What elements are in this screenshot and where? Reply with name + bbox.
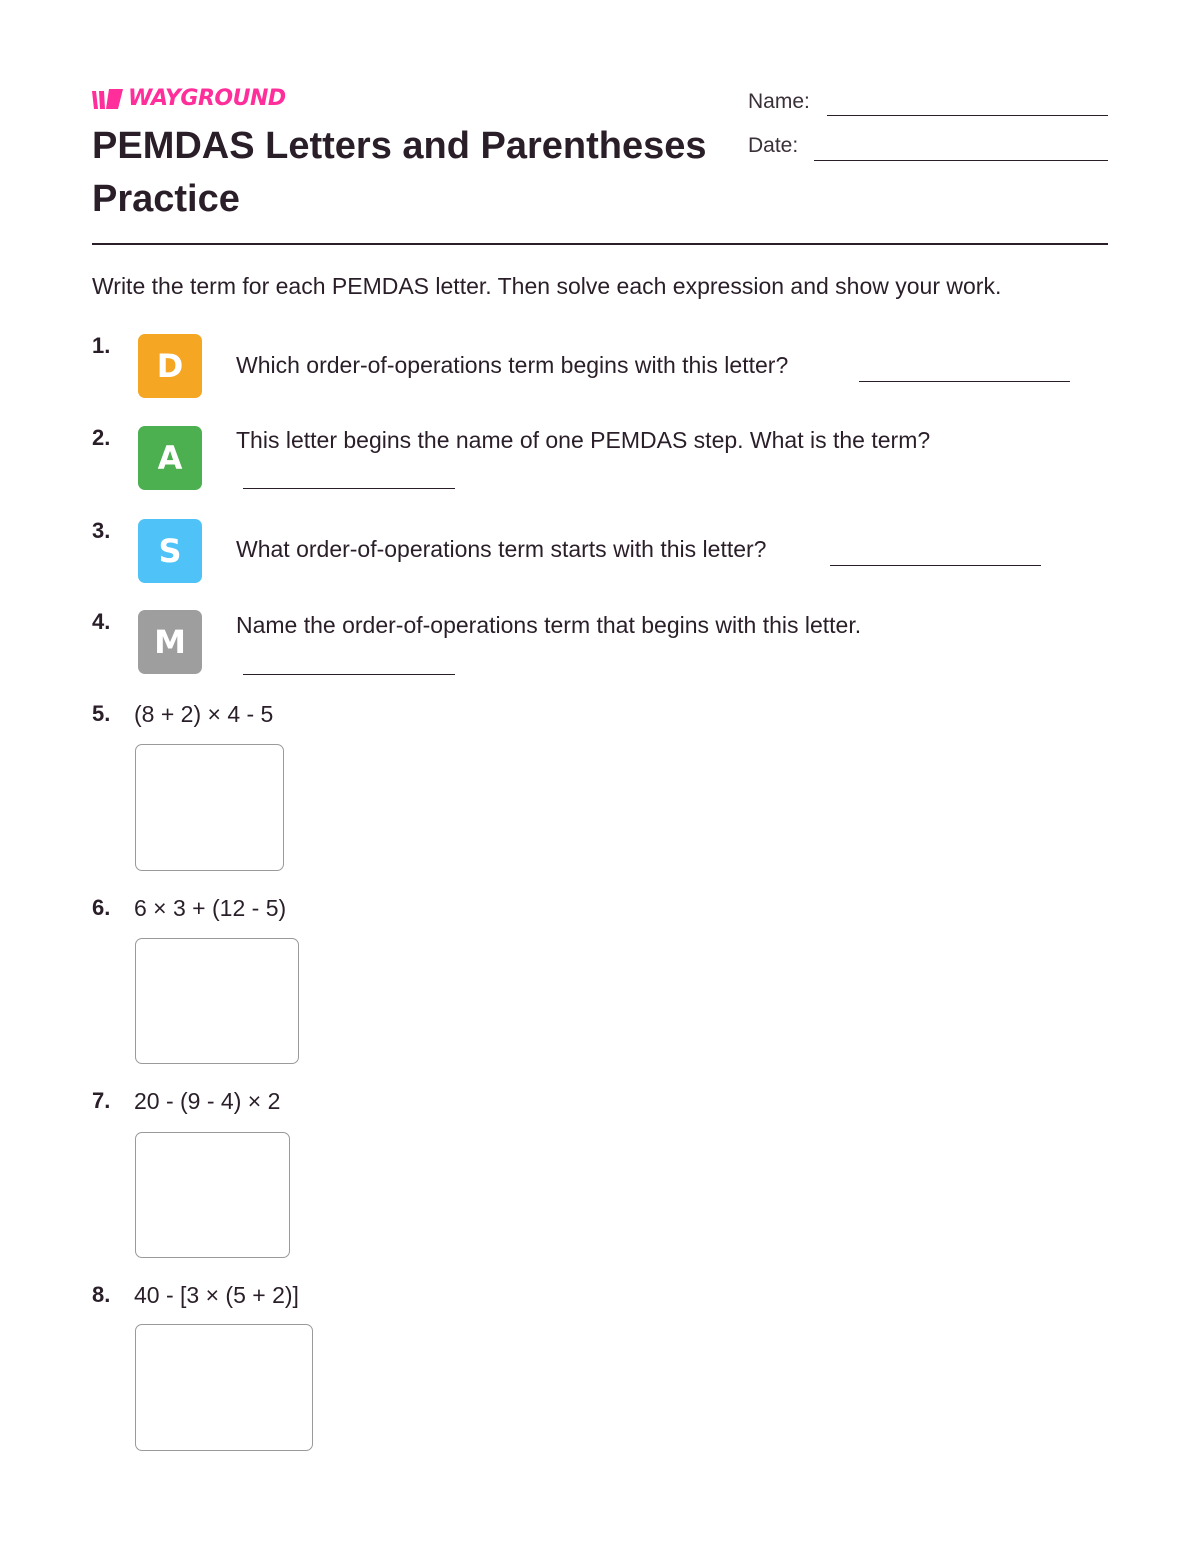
question-number: 8. [92, 1282, 111, 1307]
question-text: Name the order-of-operations term that begins with this letter. [236, 612, 862, 638]
brand-name: WAYGROUND [128, 86, 286, 111]
date-field[interactable] [814, 160, 1108, 161]
letter-badge: S [138, 519, 202, 583]
question-text: This letter begins the name of one PEMDAS step. What is the term? [236, 427, 931, 453]
brand-logo [92, 86, 286, 112]
question-number: 6. [92, 895, 111, 920]
wayground-logo-icon [92, 87, 124, 111]
letter-badge: M [138, 610, 202, 674]
expression: 6 × 3 + (12 - 5) [134, 895, 287, 921]
answer-line[interactable] [243, 674, 455, 675]
question-number: 7. [92, 1088, 111, 1113]
answer-line[interactable] [243, 488, 455, 489]
question-text: What order-of-operations term starts with this letter? [236, 536, 767, 562]
expression: 40 - [3 × (5 + 2)] [134, 1282, 299, 1308]
question-number: 4. [92, 609, 111, 634]
expression: (8 + 2) × 4 - 5 [134, 701, 274, 727]
letter-badge: D [138, 334, 202, 398]
question-text: Which order-of-operations term begins with this letter? [236, 352, 789, 378]
question-number: 2. [92, 425, 111, 450]
work-box[interactable] [135, 1324, 313, 1451]
letter-badge: A [138, 426, 202, 490]
question-number: 5. [92, 701, 111, 726]
answer-line[interactable] [830, 565, 1041, 566]
answer-line[interactable] [859, 381, 1070, 382]
instructions: Write the term for each PEMDAS letter. Then solve each expression and show your work. [92, 273, 1002, 299]
question-number: 3. [92, 518, 111, 543]
page-title: PEMDAS Letters and Parentheses Practice [92, 125, 707, 220]
work-box[interactable] [135, 938, 299, 1064]
name-label: Name: [748, 90, 810, 113]
expression: 20 - (9 - 4) × 2 [134, 1088, 281, 1114]
name-field[interactable] [827, 115, 1108, 116]
header-divider [92, 243, 1108, 245]
date-label: Date: [748, 134, 799, 157]
work-box[interactable] [135, 744, 284, 871]
work-box[interactable] [135, 1132, 290, 1258]
question-number: 1. [92, 333, 111, 358]
